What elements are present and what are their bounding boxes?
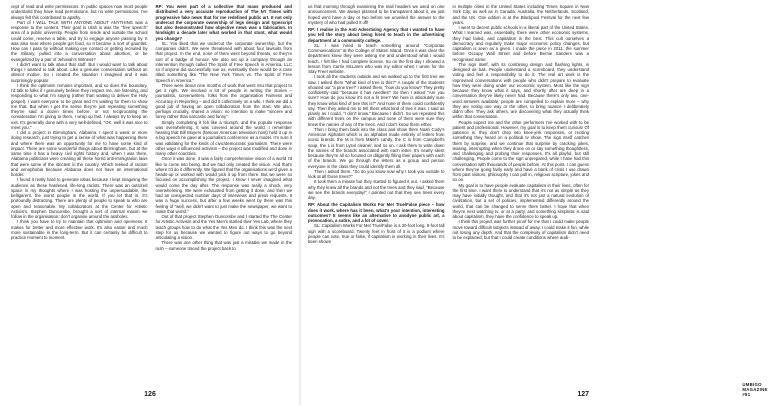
right-page-columns bbox=[308, 4, 589, 386]
paragraph: in multiple cities in the United States including Times Square in New York City, as well as in Canada, Australia, the Netherlands, Scotland, and the UK. One edition is at the Blackpool Festival for the next few years. bbox=[452, 4, 589, 25]
paragraph: SL: Capitalism Works For Me! True/False is a 20-foot long, 9-foot tall sign with a scoreboard. Twenty feet in front of it is a podium where people can vote, true or false, if capitalism is working in their lives. It's been shown bbox=[308, 223, 445, 244]
paragraph: There was one other thing that was just a mistake we made in the rush – someone traced the project back to bbox=[155, 240, 292, 251]
paragraph: Simply completing it felt like a triumph, and the popular response was overwhelming. It was covered around the world. I remember hearing that Bill Moyers (famous American television host) held it up in a big speech he gave at a journalism conference as a model. I'm sure it was validating for the kinds of civic/democratic journalism. There were other ways it influenced activism – the project was modified and done in many other countries. bbox=[155, 119, 292, 156]
page-number-left: 126 bbox=[144, 391, 156, 398]
paragraph: Once it was done, it was a fairly comprehensive vision of a world I'd like to come into being. But we had only created the vision. And that's where I'd do it differently. We figured that the organisations we'd given a heads-up or worked with would pick it up from there. But we were so focused on accomplishing the project, I know I never imagined what would come the day after. The response was really a shock, very overwhelming. We were exhausted from getting it done, and then we had an unexpected number days of interviews and press requests. It was a huge success, but after a few weeks went by there was this feeling of "well, we didn't want to just make the newspaper, we want to make that world." bbox=[155, 156, 292, 214]
paragraph: Out of that project Stephen Duncombe and I started the The Center for Artistic Activism and the Yes Men's started their Yes Lab, where they teach groups how to do what the Yes Men do. I think this was the next step for us because we wanted to figure out ways to go beyond articulating a vision. bbox=[155, 214, 292, 240]
right-column-1 bbox=[308, 4, 445, 386]
right-column-2 bbox=[453, 4, 590, 386]
left-column-1 bbox=[11, 4, 148, 386]
right-page bbox=[300, 0, 768, 405]
left-column-2 bbox=[156, 4, 293, 386]
paragraph: Part of I WILL TALK WITH ANYONE ABOUT ANYTHING was a response to the content. Their goal in Utah is was the "free speech" area of a public university. People from inside and outside the school could come, reserve a table, and try to engage anyone passing by. It was also near where people got food, so it became a sort of gauntlet. How can I pass by without making eye contact or getting recruited by the military, pulled into a conversation about abortion, or be evangelized by a pair of Jehovah's Witness? bbox=[11, 19, 148, 62]
paragraph: cept of read and write permissions. In public spaces now most people understand they have read permissions, but no write permissions. I've always felt this contributed to apathy. bbox=[11, 4, 148, 20]
paragraph: SL: I was hired to teach something around "Corporate Communications" at the College of Staten Island. Once it was clear the department knew they were asking me and understood what I would teach, I felt like I had complete license. So on the first day I showed a lesson from Carrie McLaren who was my editor when I wrote for the Stay Free! website. bbox=[308, 42, 445, 74]
paragraph: It took them a minute but they started to figured it out. I asked them why they knew all the brands and not the trees and they said, "Because we see the brands everyday!" I pointed out that they see trees every day. bbox=[308, 179, 445, 200]
paragraph: I found it really hard to generate ideas because I kept imagining the audience as these hardened, life-long racists. There was an outsized space in my thoughts where I was hosting the unpersuadable, the belligerent, the worst people in the world. If you let that in, it's profoundly distracting. There are plenty of people to speak to who are open and reasonable. My collaborators at the Center for Artistic Activism, Stephen Duncombe, brought a sort of internal maxim we follow in the organisation: don't organise around the assholes. bbox=[11, 177, 148, 219]
paragraph: RP: About the Capitalism Works For Me! True/False piece – how does it work, where has it been, what's your intention, interesting outcomes? It seems like an alternative to anodyne public art, a provocation, a satire, and a lot of cover. bbox=[308, 202, 445, 223]
paragraph: I think the optimism remains important, and so does the boundary. I'd talk to folks if I genuinely believe they respect me, are listening, and responding to what I'm saying (rather than waiting to deliver the Holy gospel). I want everyone to be great and I'm waiting for them to show me that. But when I get the sense they're just repeating something they've said a dozen times before, or not reciprocating the consideration I'm giving to them, I wrap up fast. I always try to keep an exit. It's generally done with a very well-defined, "OK, well it was nice to meet you." bbox=[11, 82, 148, 130]
paragraph: I think this project was further proof for me that I could make people move toward difficult subjects instead of away. I could make it fun, while not losing any depth. And that the complexity of capitalism didn't need to be explained, but that I could create conditions where audi- bbox=[452, 219, 589, 240]
paragraph: Then I bring them back into the class and show them Noah Cody's American Alphabet which is an alphabet made entirely of letters from iconic brands, the M is from M&M's candy, the C is from Campbell's soup, the L is from Lysol cleaner, and so on. I ask them to write down the names of the brands associated with each letter. It's nearly silent because they're all so focused on diligently filling their papers with each of the brands. We go through the letters as a group and person everyone in the class they could identify them all. bbox=[308, 126, 445, 169]
paragraph: Then I asked them, "So do you know now why I took you outside to look at all those trees?" bbox=[308, 168, 445, 179]
paragraph: RP: You were part of a collective that mass produced and distributed a very accurate reproduction of The NY Times with progressive fake news that for me redefined public art. It not only undercut the corporate ownership of legs design and typescript but also demonstrated how objective news was a fabrication. In hindsight a decade later what worked in that stunt, what would you change? bbox=[155, 4, 292, 41]
paragraph: RP: I realise in the Anti Advertising Agency that I wanted to have you tell the story about being hired to teach in the advertising department at a community college. bbox=[308, 27, 445, 43]
paragraph: I went to decent public schools in a liberal part of the United States. What I learned was, essentially, there were other economic systems, they had failed, and capitalism is the best. This cult ourselves a democracy and regularly make major economic policy changes, but capitalism is seen as a given. I made the piece in 2011, the summer before Occupy Wall Street and before Bernie Sanders was a recognised name. bbox=[452, 25, 589, 62]
paragraph: I took all the students outside and we walked up to the first tree we saw. I asked them "What kind of tree is this?" A couple of the students shouted out "a pine tree!" I asked them, "how do you know? They pretty confidently said "because it has needles!" So then I asked "Are you sure? How do you know it's not a fir tree? We here is absolutely sure they know what kind of tree this is?" And none of them could confidently say. Then they asked me to tell them what kind of tree it was. I said as plainly as I could, "I don't know." Because I didn't. So we repeated this with different trees on the campus and none of them were sure they knew the names of any of the trees. And I don't know them either. bbox=[308, 74, 445, 127]
paragraph: I did a project in Birmingham, Alabama. I spent a week or more doing research, just trying to get a sense of what was happening there and where there was an opportunity for me to have some kind of impact. There are some wonderful things about Birmingham, but at the same time it has a heavy civil rights history and, when I was there, Alabama politicians were creating all these horrid anti-immigration laws that were some of the strictest in the country. Which reeked of racism and xenophobia because Alabama does not have an international border. bbox=[11, 130, 148, 177]
paragraph: SL: You liked that we undercut the corporate ownership, but the companies didn't. We were threatened with about four lawsuits from that project. In the end, none of them went beyond threats, so they're sort of a badge of honour. We also set up a company through an intervention through called The Spirit of Free Speech in America, LLC so if anyone did successfully sue us, eventually there would be a case titled something like "The New York Times vs. The Spirit of Free Speech in America." bbox=[155, 40, 292, 83]
paragraph: us that morning through examining the mail headers we used on one announcement. We always planned to be transparent about it, we just hoped we'd have a day or two before we unveiled the answer to the mystery of who had pulled it off! bbox=[308, 4, 445, 25]
paragraph: I think you have to try to maintain that optimism and openness. It makes for better and more effective work. It's also easier and much more sustainable in the long-term. But it can certainly be difficult to practice moment to moment. bbox=[11, 219, 148, 240]
paragraph: I didn't want to talk about that stuff. But I would want to talk about things I wanted to talk about. Like a genuine conversation without an ulterior motive. So I created the situation I imagined and it was surprisingly popular. bbox=[11, 61, 148, 83]
page-number-right: 127 bbox=[577, 391, 589, 398]
left-page-columns bbox=[11, 4, 292, 386]
left-page bbox=[0, 0, 300, 405]
paragraph: The sign itself, with its combining design and flashing lights, is designed as bait. People understand a scoreboard, they understand voting and feel a responsibility to do it. The real art work is the improvised conversations with people who didn't prepare to evaluate how they were doing under our economic system. Most like the sign because they know what it says, and shortly after are deep in a conversation they've likely never had. Because there's only two, one-word answers available, people are compelled to explain more – why they are voting one way or the other, to bring nuance I deliberately didn't offer. They ask others, are discovering what they actually think within that conversation. bbox=[452, 61, 589, 120]
paragraph: There were about nine months of work that went into that project to get it right. We involved a lot of people in writing the stories – journalists, screenwriters, folks from the organisation Fairness and Accuracy in Reporting – and did it collectively on a wiki. I think we did a good job of having an open collaboration from the start. We also, perhaps crucially, shared a vision: no intention to make "sincere and funny rather than sarcastic and funny". bbox=[155, 82, 292, 120]
magazine-name: UMBIGO MAGAZINE #81 bbox=[742, 382, 768, 397]
paragraph: People expect me and the other performers I've worked with to be patient and professional. However, my goal is to keep them curious! Of patience is: they don't drop into knee-jerk responses, or reciting something they heard on a political tv show. The sign itself catches them by surprise, and we continue that surprise by cracking jokes, teasing, interrupting when they drone on or say something thoughtless, and challenging and probing their responses. It's all playful, but still challenging. People come to the sign unprepared, while I have had this conversation with thousands of people before. At this point, I can guess where they've going fairly early and have a bank of crisis I use drawn from past visitors, philosophy I can pull in, religious scripture, jokes and so on. bbox=[452, 119, 589, 183]
paragraph: My goal is to have people evaluate capitalism in their lives, often for the first time. I want them to understand that it's not as simple as they may have initially thought, and that it's not just a natural evolution of civilization, but a set of policies, implemented differently around the world, that can be changed to serve them better. I hope that when they're next watching tv, or at a party, and something simplistic is said about capitalism, they have the confidence to speak up. bbox=[452, 182, 589, 219]
